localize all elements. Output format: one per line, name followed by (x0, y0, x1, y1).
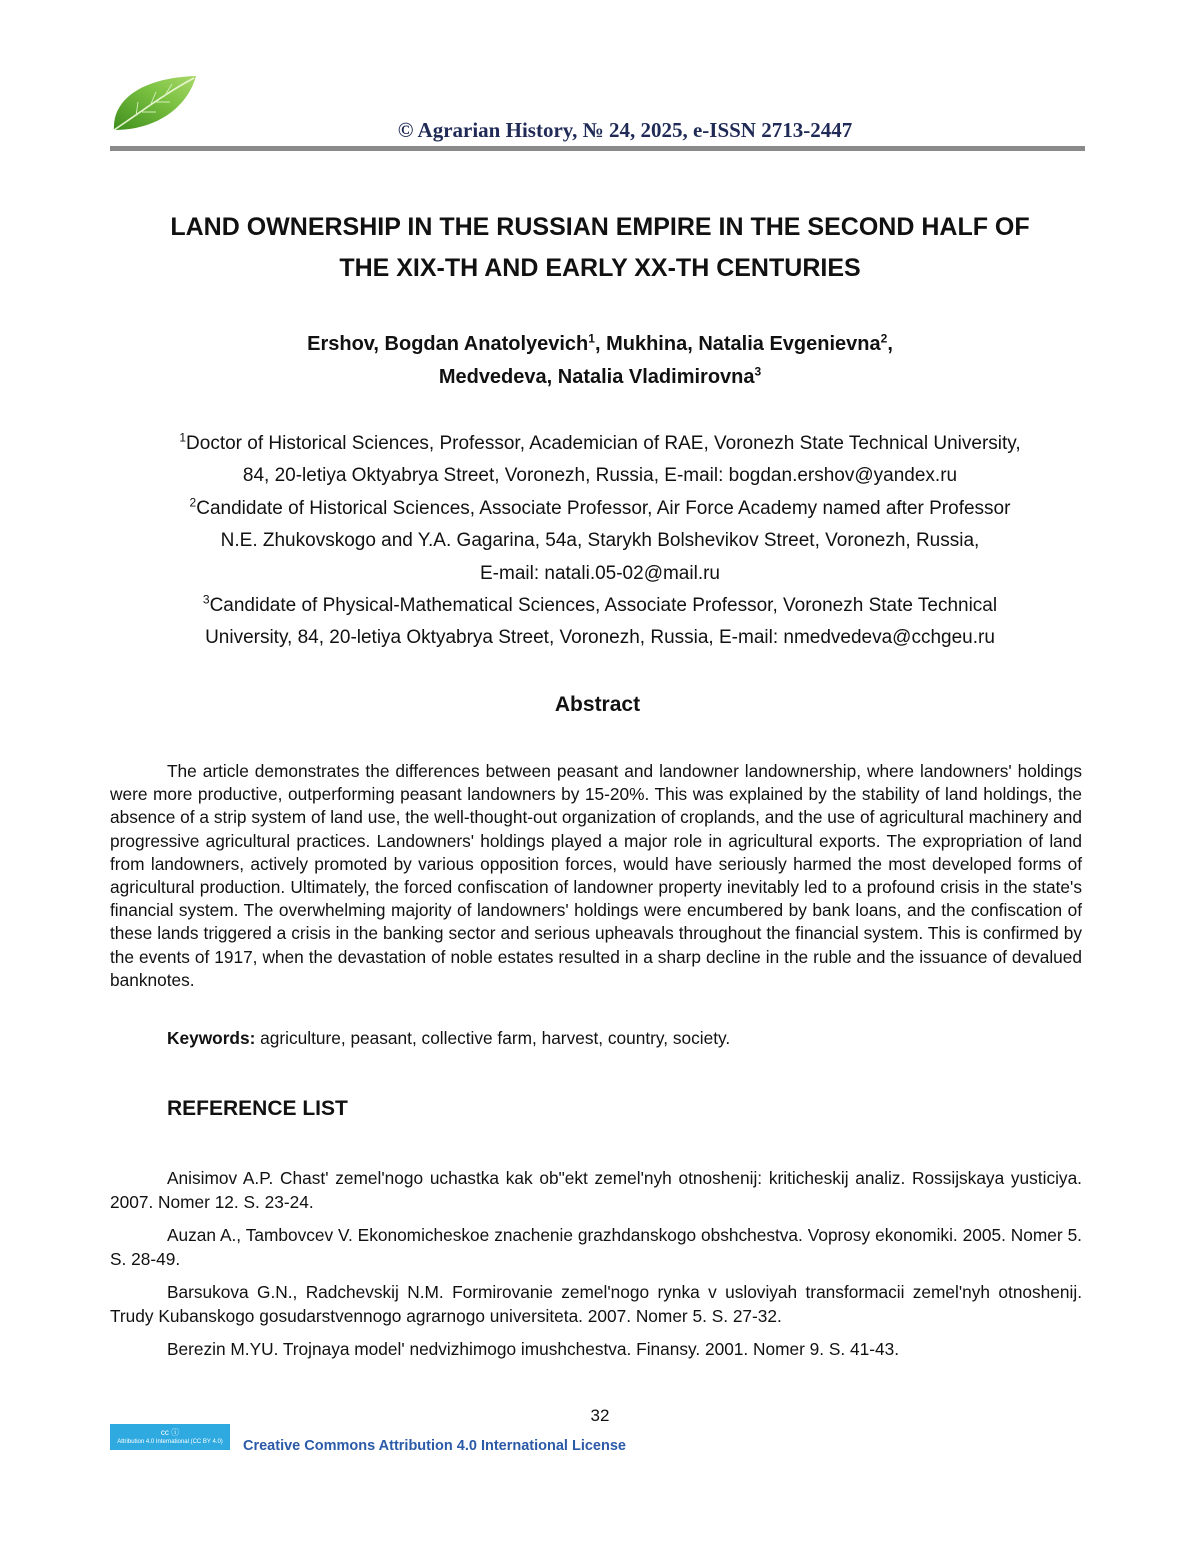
affiliation-3-line-1 (108, 590, 1092, 622)
affiliation-2-line-1 (108, 493, 1092, 525)
author-sep-2: , (887, 333, 893, 355)
author-3-sup: 3 (754, 364, 762, 379)
author-2-sup: 2 (880, 331, 888, 346)
reference-item: Auzan A., Tambovcev V. Ekonomicheskoe znachenie grazhdanskogo obshchestva. Voprosy ekonomiki. 2005. Nomer 5. S. 28-49. (110, 1225, 1082, 1269)
affiliation-3 (108, 590, 1092, 655)
affiliation-1-line-2: 84, 20-letiya Oktyabrya Street, Voronezh, Russia, E-mail: bogdan.ershov@yandex.ru (242, 465, 958, 487)
affiliation-3-sup: 3 (202, 592, 210, 607)
affiliation-3-text-1: Candidate of Physical-Mathematical Sciences, Associate Professor, Voronezh State Technical (209, 595, 998, 617)
authors (150, 328, 1050, 394)
header-rule (110, 146, 1085, 151)
affiliation-1-sup: 1 (179, 430, 187, 445)
affiliation-2-sup: 2 (189, 495, 197, 510)
keywords-label: Keywords: (167, 1028, 256, 1048)
keywords (167, 1026, 1087, 1050)
cc-by-icon: cc ⓘ (160, 1428, 180, 1437)
author-sep-1: , (594, 333, 607, 355)
author-2: Mukhina, Natalia Evgenievna (606, 333, 881, 355)
author-3: Medvedeva, Natalia Vladimirovna (438, 366, 755, 388)
leaf-icon (108, 72, 200, 134)
affiliation-2-line-2: N.E. Zhukovskogo and Y.A. Gagarina, 54a, Starykh Bolshevikov Street, Voronezh, Russia, (220, 530, 980, 552)
affiliation-2-line-3: E-mail: natali.05-02@mail.ru (480, 562, 720, 584)
author-1: Ershov, Bogdan Anatolyevich (307, 333, 589, 355)
reference-item: Berezin M.YU. Trojnaya model' nedvizhimogo imushchestva. Finansy. 2001. Nomer 9. S. 41-43. (167, 1339, 900, 1359)
cc-license-badge[interactable] (110, 1424, 230, 1450)
reference-item: Anisimov A.P. Chast' zemel'nogo uchastka kak ob"ekt zemel'nyh otnoshenij: kriticheskij analiz. Rossijskaya yusticiya. 2007. Nomer 12. S. 23-24. (110, 1168, 1082, 1212)
affiliation-1 (108, 428, 1092, 493)
journal-header: © Agrarian History, № 24, 2025, e-ISSN 2713-2447 (397, 118, 853, 142)
license-link[interactable]: Creative Commons Attribution 4.0 International License (243, 1438, 626, 1454)
affiliations (108, 428, 1092, 655)
reference-list-heading: REFERENCE LIST (167, 1097, 348, 1120)
cc-badge-text: Attribution 4.0 International (CC BY 4.0) (117, 1439, 223, 1445)
page-number: 32 (590, 1406, 610, 1425)
abstract-text: The article demonstrates the differences between peasant and landowner landownership, where landowners' holdings were more productive, outperforming peasant landowners by 15-20%. This was explained by the stability of land holdings, the absence of a strip system of land use, the well-thought-out organization of croplands, and the use of agricultural machinery and progressive agricultural practices. Landowners' holdings played a major role in agricultural exports. The expropriation of land from landowners, actively promoted by various opposition forces, would have seriously harmed the most developed forms of agricultural production. Ultimately, the forced confiscation of landowner property inevitably led to a profound crisis in the state's financial system. The overwhelming majority of landowners' holdings were encumbered by bank loans, and the confiscation of these lands triggered a crisis in the banking sector and serious upheavals throughout the financial system. This is confirmed by the events of 1917, when the devastation of noble estates resulted in a sharp decline in the ruble and the issuance of devalued banknotes. (110, 761, 1082, 990)
article-title (100, 207, 1100, 289)
affiliation-2-text-1: Candidate of Historical Sciences, Associate Professor, Air Force Academy named after Professor (196, 497, 1011, 519)
affiliation-1-text-1: Doctor of Historical Sciences, Professor, Academician of RAE, Voronezh State Technical University, (186, 433, 1021, 454)
authors-line-1 (150, 328, 1050, 361)
author-1-sup: 1 (588, 331, 595, 346)
abstract-heading: Abstract (554, 693, 641, 716)
title-line-1: LAND OWNERSHIP IN THE RUSSIAN EMPIRE IN THE SECOND HALF OF (170, 213, 1030, 241)
affiliation-1-line-1 (108, 428, 1092, 460)
title-line-2: THE XIX-TH AND EARLY XX-TH CENTURIES (339, 254, 861, 282)
reference-list (110, 1166, 1082, 1370)
affiliation-2 (108, 493, 1092, 590)
affiliation-3-line-2: University, 84, 20-letiya Oktyabrya Street, Voronezh, Russia, E-mail: nmedvedeva@cchgeu.ru (205, 627, 995, 649)
keywords-text: agriculture, peasant, collective farm, harvest, country, society. (255, 1028, 731, 1048)
reference-item: Barsukova G.N., Radchevskij N.M. Formirovanie zemel'nogo rynka v usloviyah transformacii zemel'nyh otnoshenij. Trudy Kubanskogo gosudarstvennogo agrarnogo universiteta. 2007. Nomer 5. S. 27-32. (110, 1282, 1082, 1326)
authors-line-2 (150, 361, 1050, 394)
